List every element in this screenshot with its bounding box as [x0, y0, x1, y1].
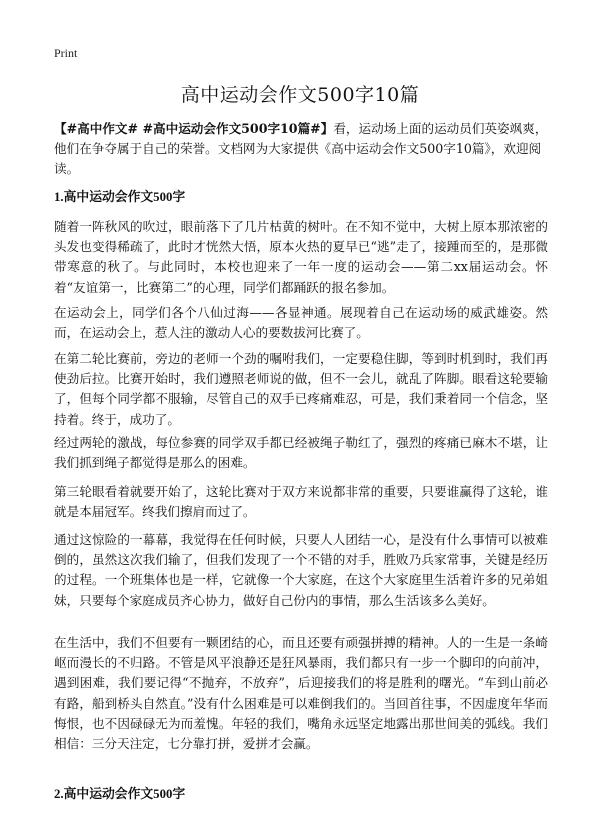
paragraph-6: 通过这惊险的一幕幕，我觉得在任何时候，只要人人团结一心，是没有什么事情可以被难倒的，虽然这次我们输了，但我们发现了一个不错的对手，胜败乃兵家常事，关键是经历的过程。一个班集体也是一样，它就像一个大家庭，在这个大家庭里生活着许多的兄弟姐妹，只要每个家庭成员齐心协力，做好自己份内的事情，那么生活该多么美好。	[54, 532, 548, 608]
document-title: 高中运动会作文500字10篇	[180, 84, 420, 106]
paragraph-1: 随着一阵秋风的吹过，眼前落下了几片枯黄的树叶。在不知不觉中，大树上原本那浓密的头发也变得稀疏了，此时才恍然大悟，原本火热的夏早已“逃”走了，接踵而至的，是那微带寒意的秋了。与此同时，本校也迎来了一年一度的运动会——第二xx届运动会。怀着“友谊第一，比赛第二”的心理，同学们都踊跃的报名参加。	[54, 219, 548, 295]
paragraph-7: 在生活中，我们不但要有一颗团结的心，而且还要有顽强拼搏的精神。人的一生是一条崎岖而漫长的不归路。不管是风平浪静还是狂风暴雨，我们都只有一步一个脚印的向前冲，遇到困难，我们要记得“不抛弃，不放弃”，后迎接我们的将是胜利的曙光。“车到山前必有路，船到桥头自然直。”没有什么困难是可以难倒我们的。当回首往事，不因虚度年华而悔恨，也不因碌碌无为而羞愧。年轻的我们，嘴角永远坚定地露出那世间美的弧线。我们相信：三分天注定，七分靠打拼，爱拼才会赢。	[54, 635, 548, 752]
paragraph-2: 在运动会上，同学们各个八仙过海——各显神通。展现着自己在运动场的威武雄姿。然而，在运动会上，惹人注的激动人心的要数拔河比赛了。	[54, 305, 548, 341]
paragraph-5: 第三轮眼看着就要开始了，这轮比赛对于双方来说都非常的重要，只要谁赢得了这轮，谁就是本届冠军。终我们擦肩而过了。	[54, 484, 548, 520]
intro-paragraph	[54, 119, 548, 179]
paragraph-4: 经过两轮的激战，每位参赛的同学双手都已经被绳子勒红了，强烈的疼痛已麻木不堪，让我们抓到绳子都觉得是那么的困难。	[54, 435, 548, 471]
section-heading-2: 2.高中运动会作文500字	[54, 787, 186, 801]
intro-tags: 【#高中作文# #高中运动会作文500字10篇#】	[54, 121, 334, 136]
print-label: Print	[54, 46, 78, 60]
intro-text: 看，运动场上面的运动员们英姿飒爽，他们在争夺属于自己的荣誉。文档网为大家提供《高中运动会作文500字10篇》，欢迎阅读。	[54, 121, 548, 176]
section-heading-1: 1.高中运动会作文500字	[54, 190, 186, 204]
paragraph-3: 在第二轮比赛前，旁边的老师一个劲的嘱咐我们，一定要稳住脚，等到时机到时，我们再使劲后拉。比赛开始时，我们遵照老师说的做，但不一会儿，就乱了阵脚。眼看这轮要输了，但每个同学都不服输，尽管自己的双手已疼痛难忍，可是，我们秉着同一个信念，坚持着。终于，成功了。	[54, 351, 548, 427]
